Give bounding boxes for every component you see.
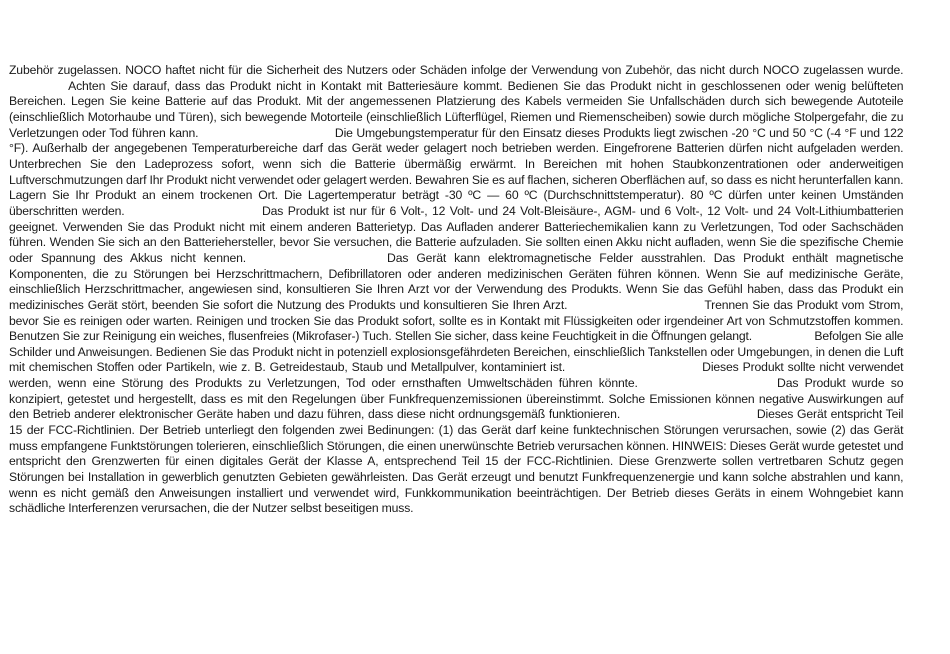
paragraph-battery-types: Das Produkt ist nur für 6 Volt-, 12 Volt- und 24 Volt-Bleisäure-, AGM- und 6 Volt-, 12 Volt- und 24 Volt-Lithiumbatterien geeignet. Verwenden Sie das Produkt nicht mit einem anderen Batterietyp. Das Aufladen anderer Batteriechemikalien kann zu Verletzungen, Tod oder Sachschäden führen. Wenden Sie sich an den Batteriehersteller, bevor Sie versuchen, die Batterie aufzuladen. Sie sollten einen Akku nicht aufladen, wenn Sie die spezifische Chemie oder Spannung des Akkus nicht kennen. [9,203,904,265]
paragraph-explosive-areas: Befolgen Sie alle Schilder und Anweisungen. Bedienen Sie das Produkt nicht in potenziell explosionsgefährdeten Bereichen, einschließlich Tankstellen oder Umgebungen, in denen die Luft mit chemischen Stoffen oder Partikeln, wie z. B. Getreidestaub, Staub und Metallpulver, kontaminiert ist. [9,329,904,375]
paragraph-battery-acid: Achten Sie darauf, dass das Produkt nicht in Kontakt mit Batteriesäure kommt. Bedienen Sie das Produkt nicht in geschlossenen oder wenig belüfteten Bereichen. Legen Sie keine Batterie auf das Produkt. Mit der angemessenen Platzierung des Kabels vermeiden Sie Unfallschäden durch sich bewegende Autoteile (einschließlich Motorhaube und Türen), sich bewegende Motorteile (einschließlich Lüfterflügel, Riemen und Riemenscheiben) sowie durch mögliche Stolpergefahr, die zu Verletzungen oder Tod führen kann. [9,78,904,140]
paragraph-rf-emissions: Das Produkt wurde so konzipiert, getestet und hergestellt, dass es mit den Regelungen über Funkfrequenzemissionen übereinstimmt. Solche Emissionen können negative Auswirkungen auf den Betrieb anderer elektronischer Geräte haben und dazu führen, dass diese nicht ordnungsgemäß funktionieren. [9,376,904,422]
document-body [9,63,903,517]
paragraph-cleaning: Trennen Sie das Produkt vom Strom, bevor Sie es reinigen oder warten. Reinigen und trocken Sie das Produkt sofort, sollte es in Kontakt mit Flüssigkeiten oder irgendeiner Art von Schmutzstoffen kommen. Benutzen Sie zur Reinigung ein weiches, flusenfreies (Mikrofaser-) Tuch. Stellen Sie sicher, dass keine Feuchtigkeit in die Öffnungen gelangt. [9,297,904,344]
paragraph-dust-storage: In Bereichen mit hohen Staubkonzentrationen oder anderweitigen Luftverschmutzungen darf Ihr Produkt nicht verwendet oder gelagert werden. Bewahren Sie es auf flachen, sicheren Oberflächen auf, so dass es nicht herunterfallen kann. Lagern Sie Ihr Produkt an einem trockenen Ort. Die Lagertemperatur beträgt -30 ºC — 60 ºC (Durchschnittstemperatur). 80 ºC dürfen unter keinen Umständen überschritten werden. [9,156,904,218]
paragraph-electromagnetic: Das Gerät kann elektromagnetische Felder ausstrahlen. Das Produkt enthält magnetische Komponenten, die zu Störungen bei Herzschrittmachern, Defibrillatoren oder anderen medizinischen Geräten führen können. Wenn Sie auf medizinische Geräte, einschließlich Herzschrittmacher, angewiesen sind, konsultieren Sie Ihren Arzt vor der Verwendung des Produkts. Wenn Sie das Gefühl haben, dass das Produkt ein medizinisches Gerät stört, beenden Sie sofort die Nutzung des Produkts und konsultieren Sie Ihren Arzt. [9,250,904,312]
paragraph-interference-risk: Dieses Produkt sollte nicht verwendet werden, wenn eine Störung des Produkts zu Verletzungen, Tod oder ernsthaften Umweltschäden führen könnte. [9,360,904,391]
paragraph-accessories: Zubehör zugelassen. NOCO haftet nicht für die Sicherheit des Nutzers oder Schäden infolge der Verwendung von Zubehör, das nicht durch NOCO zugelassen wurde. [9,63,904,77]
paragraph-fcc: Dieses Gerät entspricht Teil 15 der FCC-Richtlinien. Der Betrieb unterliegt den folgenden zwei Bedinungen: (1) das Gerät darf keine funktechnischen Störungen verursachen, sowie (2) das Gerät muss empfangene Funktstörungen tolerieren, einschließlich Störungen, die einen unerwünschte Betrieb verursachen können. HINWEIS: Dieses Gerät wurde getestet und entspricht den Grenzwerten für einen digitales Gerät der Klasse A, entsprechend Teil 15 der FCC-Richtlinien. Diese Grenzwerte sollen vertretbaren Schutz gegen Störungen bei Installation in gewerblich genutzten Gebieten gewährleisten. Das Gerät erzeugt und benutzt Funkfrequenzenergie und kann solche abstrahlen und kann, wenn es nicht gemäß den Anweisungen installiert und verwendet wird, Funkkommunikation beeinträchtigen. Der Betrieb dieses Geräts in einem Wohngebiet kann schädliche Interferenzen verursachen, die der Nutzer selbst beseitigen muss. [9,407,904,516]
paragraph-ambient-temperature: Die Umgebungstemperatur für den Einsatz dieses Produkts liegt zwischen -20 °C und 50 °C (-4 °F und 122 °F). Außerhalb der angegebenen Temperaturbereiche darf das Gerät weder gelagert noch betrieben werden. Eingefrorene Batterien dürfen nicht aufgeladen werden. Unterbrechen Sie den Ladeprozess sofort, wenn sich die Batterie übermäßig erwärmt. [9,125,904,171]
